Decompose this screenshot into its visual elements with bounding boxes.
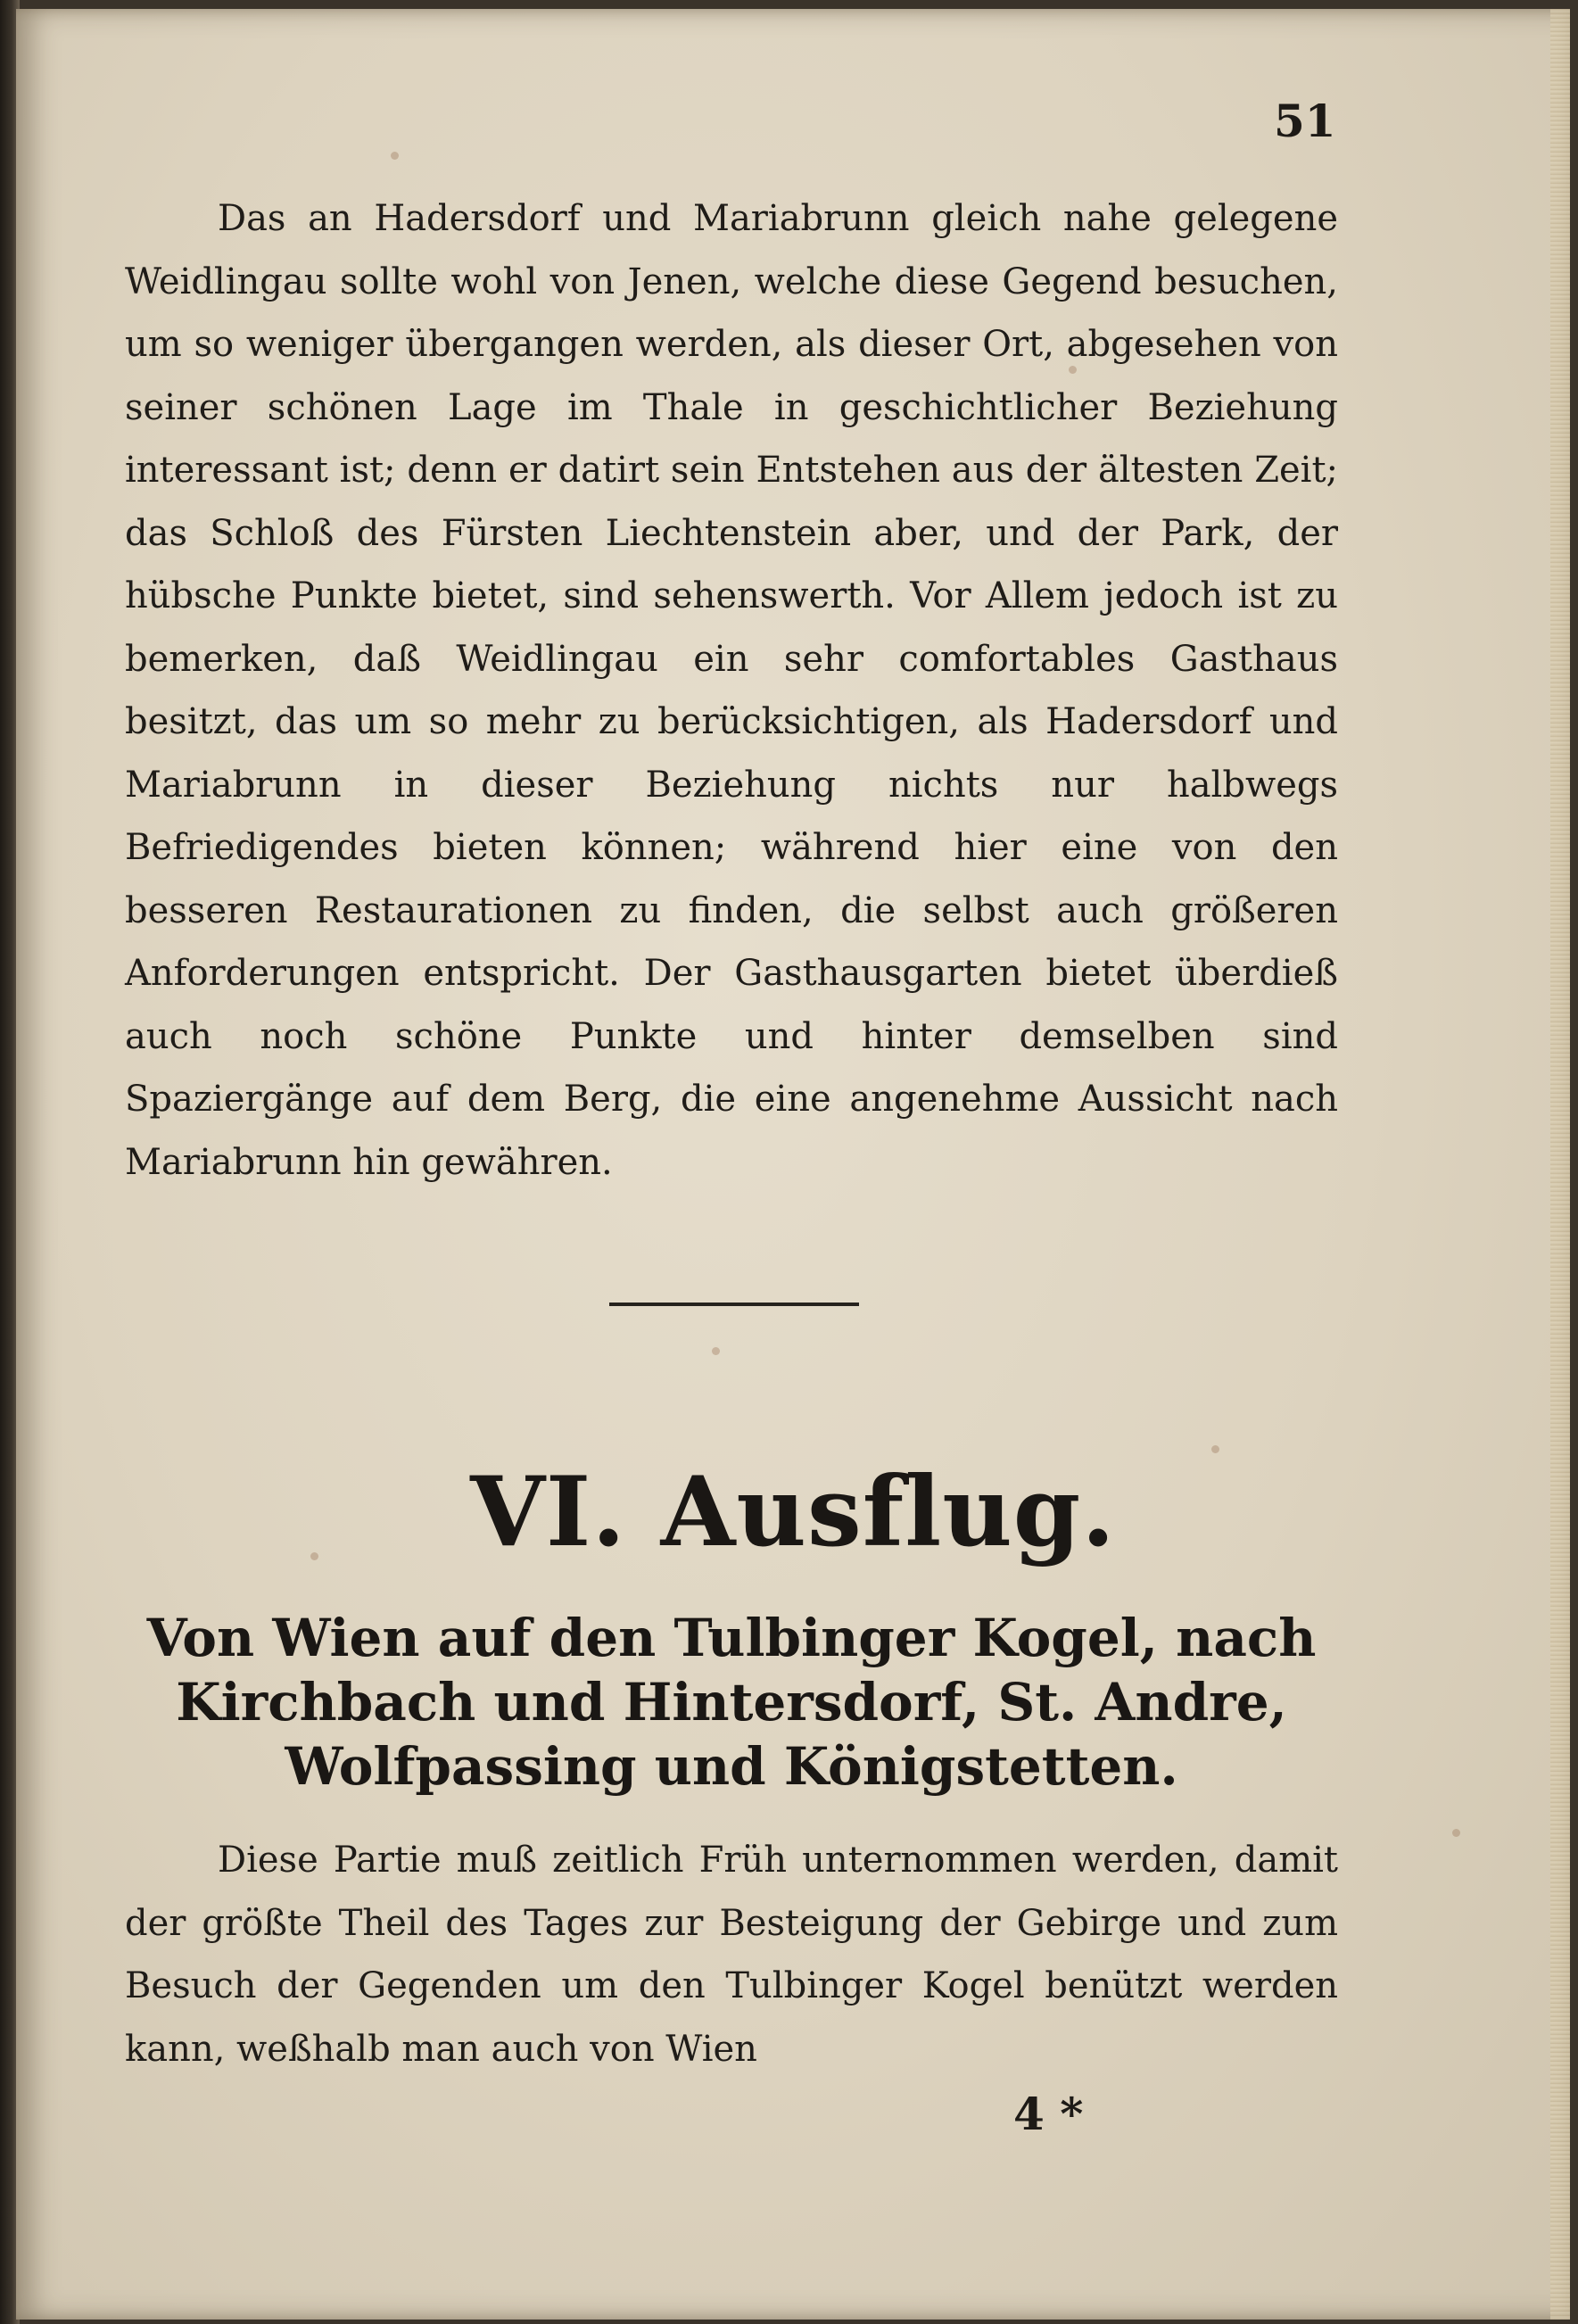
body-paragraph: [125, 187, 1338, 1194]
page-number: 51: [1274, 95, 1336, 147]
section-divider: [609, 1303, 859, 1306]
chapter-heading: VI. Ausflug.: [470, 1456, 1116, 1568]
paper-speck: [391, 152, 399, 160]
paper-speck: [1211, 1445, 1219, 1453]
paper-speck: [712, 1347, 720, 1355]
signature-mark: 4 *: [1013, 2088, 1084, 2140]
paragraph-text: Das an Hadersdorf und Mariabrunn gleich nahe gelegene Weidlingau sollte wohl von Jenen, welche diese Gegend besuchen, um so weniger übergangen werden, als dieser Ort, abgesehen von seiner schönen Lage im Thale in geschichtlicher Beziehung interessant ist; denn er datirt sein Entstehen aus der ältesten Zeit; das Schloß des Fürsten Liechtenstein aber, und der Park, der hübsche Punkte bietet, sind sehenswerth. Vor Allem jedoch ist zu bemerken, daß Weidlingau ein sehr comfortables Gasthaus besitzt, das um so mehr zu berücksichtigen, als Hadersdorf und Mariabrunn in dieser Beziehung nichts nur halbwegs Befriedigendes bieten können; während hier eine von den besseren Restaurationen zu finden, die selbst auch größeren Anforderungen entspricht. Der Gasthausgarten bietet überdieß auch noch schöne Punkte und hinter demselben sind Spaziergänge auf dem Berg, die eine angenehme Aussicht nach Mariabrunn hin gewähren.: [125, 198, 1338, 1183]
page-edge: [1550, 9, 1570, 2320]
book-page: [16, 9, 1570, 2320]
paper-speck: [1452, 1829, 1460, 1837]
body-paragraph: Diese Partie muß zeitlich Früh unternommen werden, damit der größte Theil des Tages zur Besteigung der Gebirge und zum Besuch der Gegenden um den Tulbinger Kogel benützt werden kann, weßhalb man auch von Wien: [125, 1840, 1338, 2070]
chapter-subtitle: Von Wien auf den Tulbinger Kogel, nach Kirchbach und Hintersdorf, St. Andre, Wolfpassing und Königstetten.: [146, 1608, 1317, 1797]
